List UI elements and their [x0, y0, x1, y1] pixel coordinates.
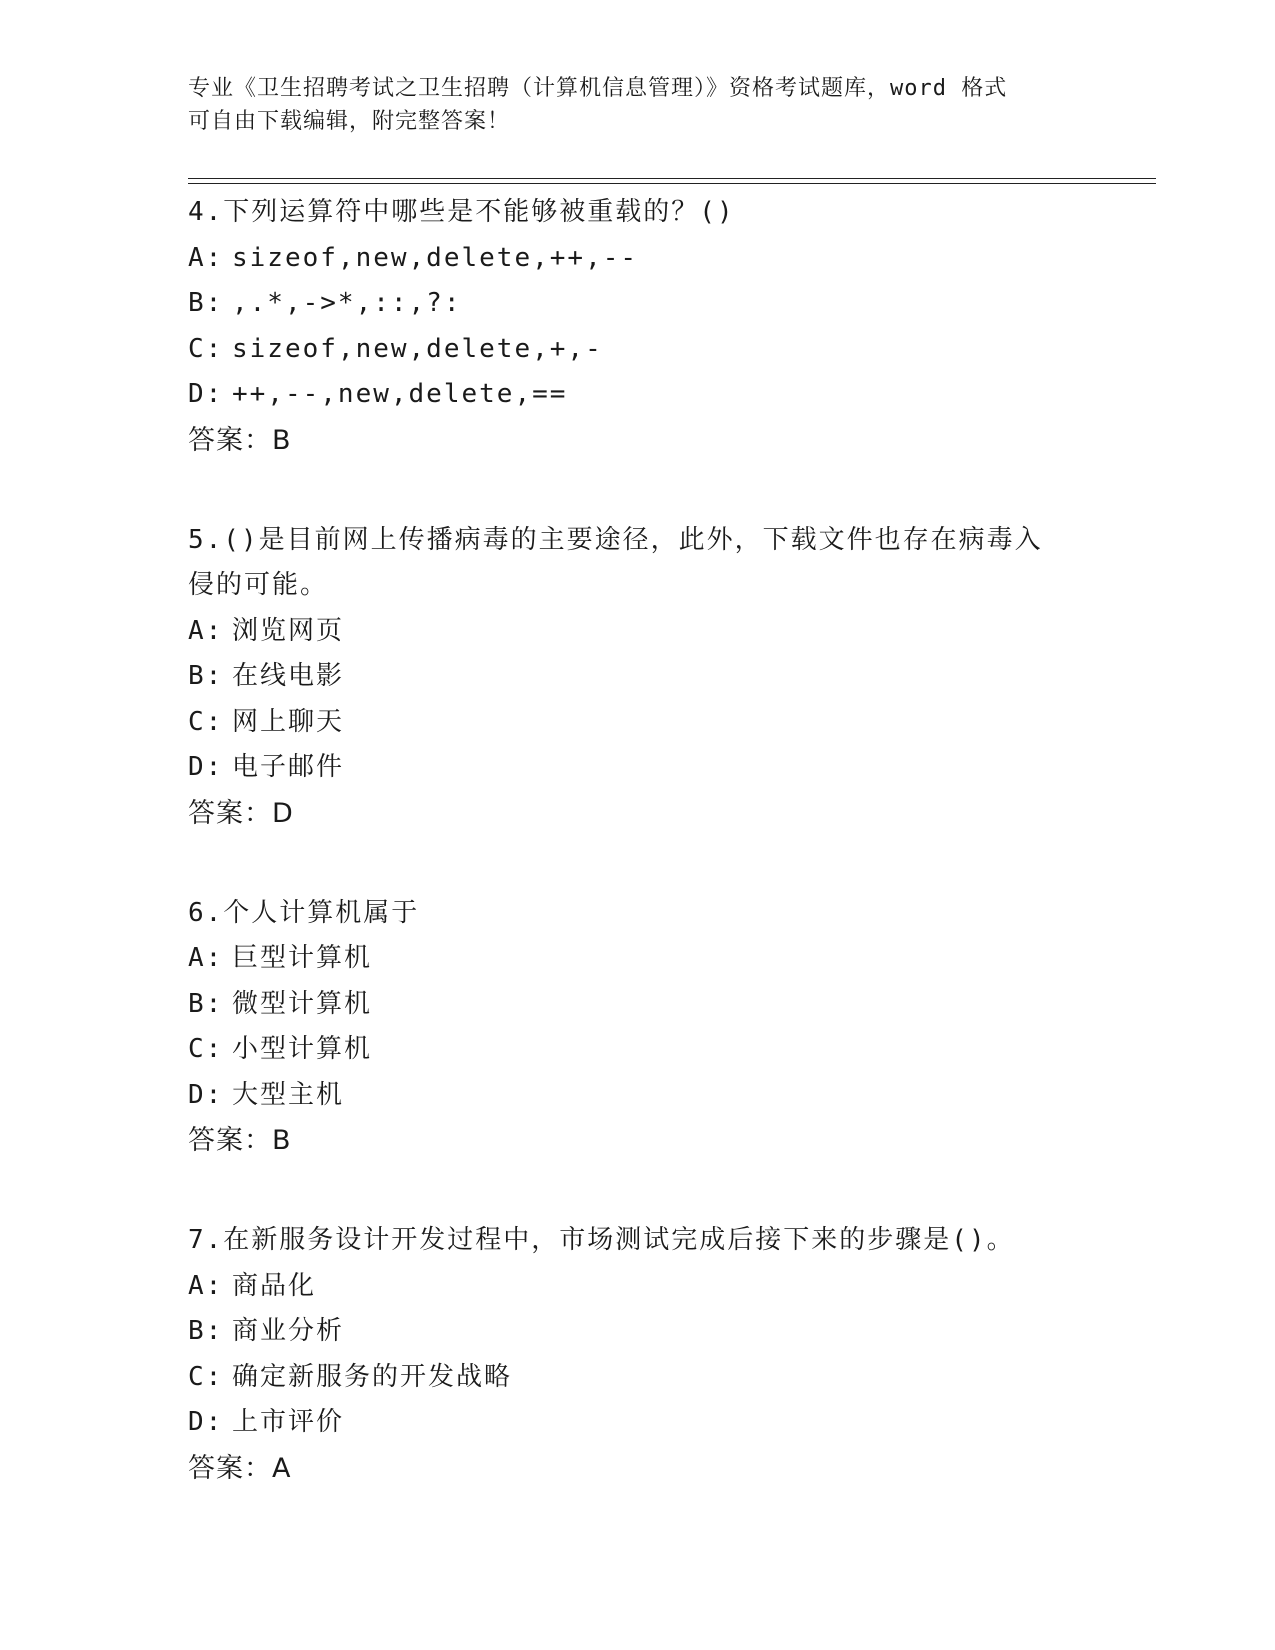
option-letter: A:: [188, 943, 224, 973]
document-header: [188, 72, 1068, 138]
option-text: ,.*,->*,::,?:: [232, 288, 462, 318]
option-letter: C:: [188, 333, 224, 364]
option-letter: A:: [188, 615, 224, 646]
question-7: [188, 1218, 1088, 1492]
option-b: [188, 1309, 1088, 1355]
option-letter: C:: [188, 706, 224, 737]
question-stem: 5.()是目前网上传播病毒的主要途径，此外，下载文件也存在病毒入侵的可能。: [188, 524, 1043, 600]
option-letter: C:: [188, 1034, 224, 1064]
option-text: 巨型计算机: [232, 943, 373, 973]
option-text: 确定新服务的开发战略: [232, 1361, 513, 1392]
option-c: [188, 700, 1088, 746]
option-letter: B:: [188, 988, 224, 1019]
question-4: [188, 190, 1088, 464]
option-text: 微型计算机: [232, 988, 373, 1019]
option-letter: D:: [188, 752, 224, 782]
option-letter: C:: [188, 1361, 224, 1392]
answer-line: 答案：D: [188, 797, 294, 829]
question-list: [188, 190, 1088, 1546]
header-line-2: 可自由下载编辑，附完整答案！: [188, 109, 511, 134]
option-text: 小型计算机: [232, 1034, 373, 1064]
option-a: [188, 1264, 1088, 1310]
option-c: [188, 1355, 1088, 1401]
option-d: [188, 372, 1088, 418]
option-b: [188, 982, 1088, 1028]
answer-line: 答案：B: [188, 1125, 292, 1156]
option-text: 大型主机: [232, 1079, 345, 1110]
option-b: [188, 281, 1088, 327]
question-5: [188, 518, 1088, 837]
option-text: 网上聊天: [232, 706, 345, 737]
option-a: [188, 936, 1088, 982]
option-text: 商品化: [232, 1270, 317, 1301]
option-text: ++,--,new,delete,==: [232, 379, 568, 409]
option-text: sizeof,new,delete,+,-: [232, 333, 603, 364]
option-letter: B:: [188, 661, 224, 691]
option-text: 电子邮件: [232, 752, 345, 782]
option-text: 商业分析: [232, 1316, 345, 1346]
option-a: [188, 236, 1088, 282]
question-stem: 7.在新服务设计开发过程中，市场测试完成后接下来的步骤是()。: [188, 1225, 1015, 1255]
question-stem: 6.个人计算机属于: [188, 897, 420, 928]
answer-line: 答案：B: [188, 424, 292, 456]
header-line-1: 专业《卫生招聘考试之卫生招聘（计算机信息管理）》资格考试题库，word 格式: [188, 76, 1008, 101]
option-b: [188, 654, 1088, 700]
option-text: 浏览网页: [232, 615, 345, 646]
header-divider-top: [188, 178, 1156, 179]
option-letter: A:: [188, 242, 224, 273]
option-d: [188, 1073, 1088, 1119]
header-divider-bottom: [188, 183, 1156, 184]
option-a: [188, 609, 1088, 655]
option-letter: B:: [188, 288, 224, 318]
question-stem: 4.下列运算符中哪些是不能够被重载的？(): [188, 197, 735, 227]
option-d: [188, 1400, 1088, 1446]
option-letter: B:: [188, 1316, 224, 1346]
option-c: [188, 327, 1088, 373]
option-text: sizeof,new,delete,++,--: [232, 242, 639, 273]
question-6: [188, 891, 1088, 1165]
answer-line: 答案：A: [188, 1452, 292, 1484]
option-text: 上市评价: [232, 1407, 345, 1437]
option-letter: D:: [188, 1079, 224, 1110]
option-c: [188, 1027, 1088, 1073]
option-letter: D:: [188, 379, 224, 409]
option-text: 在线电影: [232, 661, 345, 691]
option-letter: D:: [188, 1407, 224, 1437]
option-letter: A:: [188, 1270, 224, 1301]
option-d: [188, 745, 1088, 791]
